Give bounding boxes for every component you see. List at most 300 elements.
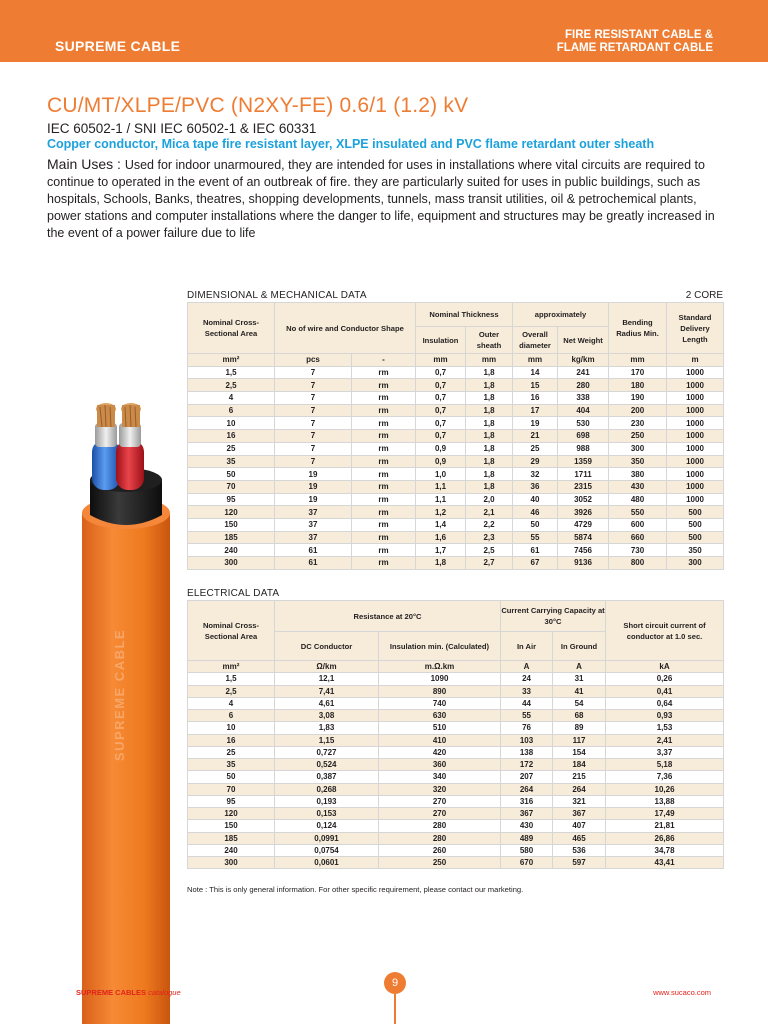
table-cell: 120 — [188, 808, 275, 820]
table-cell: rm — [352, 468, 416, 481]
elec-unit-cell: m.Ω.km — [379, 661, 501, 673]
table-cell: 21 — [513, 430, 558, 443]
table-cell: rm — [352, 557, 416, 570]
table-cell: 16 — [513, 392, 558, 405]
table-cell: 7 — [275, 430, 352, 443]
table-cell: 7 — [275, 417, 352, 430]
table-cell: 740 — [379, 697, 501, 709]
table-cell: 34,78 — [606, 844, 724, 856]
table-cell: 17,49 — [606, 808, 724, 820]
table-row — [188, 379, 724, 392]
table-cell: 3,37 — [606, 746, 724, 758]
table-cell: 0,7 — [416, 366, 466, 379]
table-cell: 1,8 — [466, 404, 513, 417]
table-cell: rm — [352, 442, 416, 455]
table-cell: 1,5 — [188, 673, 275, 685]
electrical-table — [187, 600, 724, 869]
table-cell: 7456 — [558, 544, 609, 557]
table-cell: 1000 — [667, 480, 724, 493]
table-cell: 316 — [501, 795, 553, 807]
table-row — [188, 759, 724, 771]
table-cell: 5874 — [558, 531, 609, 544]
table-cell: 1000 — [667, 417, 724, 430]
table-cell: 0,387 — [275, 771, 379, 783]
table-row — [188, 480, 724, 493]
table-cell: 1,4 — [416, 518, 466, 531]
table-cell: 9136 — [558, 557, 609, 570]
table-cell: 250 — [609, 430, 667, 443]
table-cell: 0,0991 — [275, 832, 379, 844]
col-net-weight: Net Weight — [558, 327, 609, 354]
elec-unit-cell: A — [553, 661, 606, 673]
table-cell: 480 — [609, 493, 667, 506]
table-cell: 264 — [553, 783, 606, 795]
table-cell: 1,1 — [416, 493, 466, 506]
footer-brand: SUPREME CABLES — [76, 988, 147, 997]
table-cell: 350 — [667, 544, 724, 557]
col-overall-diameter: Overall diameter — [513, 327, 558, 354]
table-cell: 1,8 — [466, 455, 513, 468]
table-row — [188, 392, 724, 405]
table-cell: 2,5 — [188, 685, 275, 697]
table-cell: 31 — [553, 673, 606, 685]
table-cell: 55 — [501, 710, 553, 722]
table-cell: 250 — [379, 857, 501, 869]
table-cell: 730 — [609, 544, 667, 557]
table-cell: 3926 — [558, 506, 609, 519]
table-cell: 0,524 — [275, 759, 379, 771]
table-row — [188, 697, 724, 709]
table-cell: 0,7 — [416, 430, 466, 443]
table-cell: 25 — [188, 746, 275, 758]
table-cell: 1000 — [667, 366, 724, 379]
table-row — [188, 710, 724, 722]
table-cell: 1,0 — [416, 468, 466, 481]
table-cell: 3,08 — [275, 710, 379, 722]
table-cell: rm — [352, 417, 416, 430]
table-cell: 1,8 — [466, 366, 513, 379]
dim-units-row — [188, 354, 724, 367]
table-cell: 50 — [188, 771, 275, 783]
table-cell: 270 — [379, 808, 501, 820]
dimensional-table-body — [188, 354, 724, 570]
table-cell: 200 — [609, 404, 667, 417]
table-cell: 46 — [513, 506, 558, 519]
table-cell: 536 — [553, 844, 606, 856]
table-cell: 1,1 — [416, 480, 466, 493]
category-title — [557, 29, 713, 55]
table-cell: 988 — [558, 442, 609, 455]
col-in-air: In Air — [501, 632, 553, 661]
table-cell: 300 — [667, 557, 724, 570]
table-cell: 630 — [379, 710, 501, 722]
footer-website: www.sucaco.com — [653, 988, 711, 997]
table-cell: 240 — [188, 844, 275, 856]
table-cell: 530 — [558, 417, 609, 430]
table-cell: 4 — [188, 392, 275, 405]
table-cell: 154 — [553, 746, 606, 758]
table-cell: 300 — [188, 557, 275, 570]
table-cell: rm — [352, 544, 416, 557]
table-cell: 2,0 — [466, 493, 513, 506]
product-title: CU/MT/XLPE/PVC (N2XY-FE) 0.6/1 (1.2) kV — [47, 94, 469, 117]
blue-insulated-core — [92, 440, 120, 490]
table-cell: 68 — [553, 710, 606, 722]
table-cell: 4729 — [558, 518, 609, 531]
dim-unit-cell: - — [352, 354, 416, 367]
table-cell: 407 — [553, 820, 606, 832]
table-cell: 4,61 — [275, 697, 379, 709]
table-cell: 1000 — [667, 392, 724, 405]
col-dc-conductor: DC Conductor — [275, 632, 379, 661]
table-cell: 32 — [513, 468, 558, 481]
table-cell: 5,18 — [606, 759, 724, 771]
table-cell: 1,8 — [466, 480, 513, 493]
table-row — [188, 832, 724, 844]
col-wire-shape: No of wire and Conductor Shape — [275, 303, 416, 354]
table-cell: 37 — [275, 506, 352, 519]
footnote: Note : This is only general information. For other specific requirement, please contact our marketing. — [187, 885, 524, 894]
table-cell: 95 — [188, 493, 275, 506]
table-cell: 61 — [275, 557, 352, 570]
table-cell: 300 — [188, 857, 275, 869]
table-cell: 0,124 — [275, 820, 379, 832]
table-cell: 10,26 — [606, 783, 724, 795]
table-row — [188, 673, 724, 685]
table-row — [188, 430, 724, 443]
table-cell: 0,41 — [606, 685, 724, 697]
table-cell: 1,6 — [416, 531, 466, 544]
table-cell: 1000 — [667, 493, 724, 506]
table-cell: 230 — [609, 417, 667, 430]
col-cross-section-electrical: Nominal Cross-Sectional Area — [188, 601, 275, 661]
table-cell: 500 — [667, 506, 724, 519]
footer-catalogue-word: catalogue — [148, 988, 181, 997]
product-standard: IEC 60502-1 / SNI IEC 60502-1 & IEC 60331 — [47, 121, 317, 136]
table-cell: 103 — [501, 734, 553, 746]
table-cell: 1,5 — [188, 366, 275, 379]
table-cell: rm — [352, 455, 416, 468]
table-cell: 1,8 — [416, 557, 466, 570]
table-cell: 172 — [501, 759, 553, 771]
table-cell: 54 — [553, 697, 606, 709]
table-cell: 698 — [558, 430, 609, 443]
category-line-2: FLAME RETARDANT CABLE — [556, 42, 713, 54]
table-cell: 1000 — [667, 404, 724, 417]
table-cell: 117 — [553, 734, 606, 746]
table-cell: 89 — [553, 722, 606, 734]
dim-unit-cell: m — [667, 354, 724, 367]
table-cell: 19 — [275, 480, 352, 493]
col-insulation: Insulation — [416, 327, 466, 354]
table-row — [188, 442, 724, 455]
table-cell: 7 — [275, 404, 352, 417]
table-cell: 500 — [667, 518, 724, 531]
table-cell: 380 — [609, 468, 667, 481]
table-cell: rm — [352, 404, 416, 417]
table-cell: 190 — [609, 392, 667, 405]
table-cell: 4 — [188, 697, 275, 709]
table-cell: 0,0754 — [275, 844, 379, 856]
sheath-printed-text: SUPREME CABLE — [112, 628, 127, 762]
table-cell: 0,93 — [606, 710, 724, 722]
table-row — [188, 820, 724, 832]
table-cell: 367 — [553, 808, 606, 820]
table-cell: 3052 — [558, 493, 609, 506]
table-cell: 35 — [188, 455, 275, 468]
col-insulation-min: Insulation min. (Calculated) — [379, 632, 501, 661]
table-cell: 7 — [275, 442, 352, 455]
elec-unit-cell: mm² — [188, 661, 275, 673]
table-cell: 321 — [553, 795, 606, 807]
cable-cross-section-image — [78, 395, 174, 1024]
table-row — [188, 506, 724, 519]
dim-unit-cell: mm — [513, 354, 558, 367]
table-cell: 1,8 — [466, 430, 513, 443]
table-row — [188, 531, 724, 544]
main-uses-text: Used for indoor unarmoured, they are intended for uses in installations where vital circuits are required to continue to operated in the event of an outbreak of fire. they are particularly suited for uses in public buildings, such as hospitals, Schools, Banks, theatres, shopping developments, tunnels, mass transit utilities, oil & petrochemical plants, power stations and computer installations where the danger to life, equipment and structures may be greatly increased in the event of a power failure due to life — [47, 158, 715, 240]
table-cell: 1,7 — [416, 544, 466, 557]
table-cell: 367 — [501, 808, 553, 820]
table-cell: 14 — [513, 366, 558, 379]
dim-unit-cell: mm — [466, 354, 513, 367]
table-cell: 1000 — [667, 379, 724, 392]
col-nominal-thickness: Nominal Thickness — [416, 303, 513, 327]
table-cell: 280 — [379, 820, 501, 832]
table-cell: rm — [352, 366, 416, 379]
table-cell: 50 — [188, 468, 275, 481]
dim-unit-cell: mm — [416, 354, 466, 367]
table-cell: 2,2 — [466, 518, 513, 531]
table-cell: rm — [352, 493, 416, 506]
copper-conductor-left — [96, 403, 116, 427]
dim-unit-cell: mm² — [188, 354, 275, 367]
table-cell: 37 — [275, 518, 352, 531]
table-cell: 29 — [513, 455, 558, 468]
elec-units-row — [188, 661, 724, 673]
table-cell: 1,8 — [466, 417, 513, 430]
table-cell: 0,268 — [275, 783, 379, 795]
red-insulated-core — [116, 440, 144, 490]
table-cell: 1,2 — [416, 506, 466, 519]
table-cell: rm — [352, 518, 416, 531]
table-cell: 19 — [275, 493, 352, 506]
main-uses-label: Main Uses : — [47, 156, 125, 172]
table-cell: 40 — [513, 493, 558, 506]
table-cell: 320 — [379, 783, 501, 795]
table-cell: 37 — [275, 531, 352, 544]
table-cell: 0,0601 — [275, 857, 379, 869]
table-cell: 597 — [553, 857, 606, 869]
table-cell: 0,9 — [416, 455, 466, 468]
col-delivery-length: Standard Delivery Length — [667, 303, 724, 354]
table-row — [188, 455, 724, 468]
table-cell: 7,36 — [606, 771, 724, 783]
table-cell: 0,64 — [606, 697, 724, 709]
table-cell: 1,83 — [275, 722, 379, 734]
table-cell: 0,9 — [416, 442, 466, 455]
table-cell: 2,1 — [466, 506, 513, 519]
table-cell: 1359 — [558, 455, 609, 468]
table-cell: 241 — [558, 366, 609, 379]
table-cell: 264 — [501, 783, 553, 795]
elec-unit-cell: kA — [606, 661, 724, 673]
table-cell: 240 — [188, 544, 275, 557]
copper-conductor-right — [121, 403, 141, 427]
table-cell: 7 — [275, 379, 352, 392]
table-cell: 2,3 — [466, 531, 513, 544]
table-cell: 185 — [188, 832, 275, 844]
table-cell: 44 — [501, 697, 553, 709]
table-cell: 300 — [609, 442, 667, 455]
table-cell: 1,15 — [275, 734, 379, 746]
table-cell: 61 — [513, 544, 558, 557]
table-cell: 7,41 — [275, 685, 379, 697]
table-row — [188, 518, 724, 531]
table-cell: 6 — [188, 404, 275, 417]
table-cell: 10 — [188, 722, 275, 734]
dim-unit-cell: kg/km — [558, 354, 609, 367]
table-cell: rm — [352, 430, 416, 443]
table-cell: 7 — [275, 455, 352, 468]
col-cross-section: Nominal Cross-Sectional Area — [188, 303, 275, 354]
table-cell: 120 — [188, 506, 275, 519]
table-cell: 1,8 — [466, 379, 513, 392]
col-bending-radius: Bending Radius Min. — [609, 303, 667, 354]
table-cell: 430 — [501, 820, 553, 832]
dimensional-table-title: DIMENSIONAL & MECHANICAL DATA — [187, 290, 367, 301]
table-cell: 2,7 — [466, 557, 513, 570]
table-cell: 10 — [188, 417, 275, 430]
col-outer-sheath: Outer sheath — [466, 327, 513, 354]
table-row — [188, 783, 724, 795]
table-cell: 2,41 — [606, 734, 724, 746]
table-row — [188, 795, 724, 807]
table-row — [188, 808, 724, 820]
table-cell: 1000 — [667, 455, 724, 468]
table-cell: 15 — [513, 379, 558, 392]
table-cell: 0,153 — [275, 808, 379, 820]
table-cell: 6 — [188, 710, 275, 722]
table-cell: 2,5 — [188, 379, 275, 392]
table-cell: 207 — [501, 771, 553, 783]
table-cell: 660 — [609, 531, 667, 544]
table-cell: 2,5 — [466, 544, 513, 557]
table-cell: 21,81 — [606, 820, 724, 832]
table-cell: 50 — [513, 518, 558, 531]
table-cell: 1,8 — [466, 442, 513, 455]
table-cell: 338 — [558, 392, 609, 405]
table-cell: 24 — [501, 673, 553, 685]
table-cell: 1,53 — [606, 722, 724, 734]
table-cell: 35 — [188, 759, 275, 771]
table-cell: 36 — [513, 480, 558, 493]
product-construction: Copper conductor, Mica tape fire resistant layer, XLPE insulated and PVC flame retardant outer sheath — [47, 137, 655, 151]
core-count-label: 2 CORE — [685, 290, 723, 301]
table-cell: 420 — [379, 746, 501, 758]
table-cell: 2315 — [558, 480, 609, 493]
page-number: 9 — [384, 972, 406, 994]
table-cell: 1000 — [667, 442, 724, 455]
category-line-1: FIRE RESISTANT CABLE & — [564, 29, 713, 41]
table-cell: 170 — [609, 366, 667, 379]
table-cell: 410 — [379, 734, 501, 746]
table-cell: 465 — [553, 832, 606, 844]
table-cell: rm — [352, 480, 416, 493]
table-cell: 150 — [188, 518, 275, 531]
table-cell: 1000 — [667, 468, 724, 481]
table-cell: rm — [352, 506, 416, 519]
table-cell: 25 — [188, 442, 275, 455]
brand-name: SUPREME CABLE — [55, 38, 181, 54]
table-cell: 17 — [513, 404, 558, 417]
col-current-capacity: Current Carrying Capacity at 30°C — [501, 601, 606, 632]
table-cell: 70 — [188, 480, 275, 493]
table-row — [188, 771, 724, 783]
table-cell: rm — [352, 392, 416, 405]
table-row — [188, 404, 724, 417]
table-cell: rm — [352, 379, 416, 392]
table-row — [188, 468, 724, 481]
elec-unit-cell: Ω/km — [275, 661, 379, 673]
table-cell: 185 — [188, 531, 275, 544]
table-cell: 67 — [513, 557, 558, 570]
table-cell: 280 — [558, 379, 609, 392]
table-cell: 138 — [501, 746, 553, 758]
table-cell: 0,7 — [416, 392, 466, 405]
table-cell: 19 — [275, 468, 352, 481]
table-row — [188, 493, 724, 506]
table-cell: 16 — [188, 734, 275, 746]
table-row — [188, 844, 724, 856]
footer-catalogue — [76, 988, 181, 997]
electrical-table-title: ELECTRICAL DATA — [187, 588, 280, 599]
table-cell: 270 — [379, 795, 501, 807]
table-row — [188, 544, 724, 557]
table-cell: 7 — [275, 366, 352, 379]
table-cell: 1711 — [558, 468, 609, 481]
table-cell: 890 — [379, 685, 501, 697]
page-marker-line — [394, 994, 396, 1024]
col-short-circuit: Short circuit current of conductor at 1.0 sec. — [606, 601, 724, 661]
table-cell: 0,7 — [416, 379, 466, 392]
dim-unit-cell: mm — [609, 354, 667, 367]
table-cell: 0,193 — [275, 795, 379, 807]
table-cell: 670 — [501, 857, 553, 869]
header-band — [0, 0, 768, 62]
table-cell: 76 — [501, 722, 553, 734]
dim-unit-cell: pcs — [275, 354, 352, 367]
table-cell: 340 — [379, 771, 501, 783]
dimensional-table — [187, 302, 724, 570]
col-resistance: Resistance at 20°C — [275, 601, 501, 632]
table-cell: 19 — [513, 417, 558, 430]
table-cell: rm — [352, 531, 416, 544]
table-cell: 489 — [501, 832, 553, 844]
table-row — [188, 857, 724, 869]
table-cell: 0,7 — [416, 417, 466, 430]
table-cell: 7 — [275, 392, 352, 405]
elec-unit-cell: A — [501, 661, 553, 673]
table-cell: 55 — [513, 531, 558, 544]
table-cell: 1090 — [379, 673, 501, 685]
table-row — [188, 734, 724, 746]
table-cell: 13,88 — [606, 795, 724, 807]
table-cell: 430 — [609, 480, 667, 493]
table-row — [188, 746, 724, 758]
table-cell: 95 — [188, 795, 275, 807]
table-cell: 43,41 — [606, 857, 724, 869]
